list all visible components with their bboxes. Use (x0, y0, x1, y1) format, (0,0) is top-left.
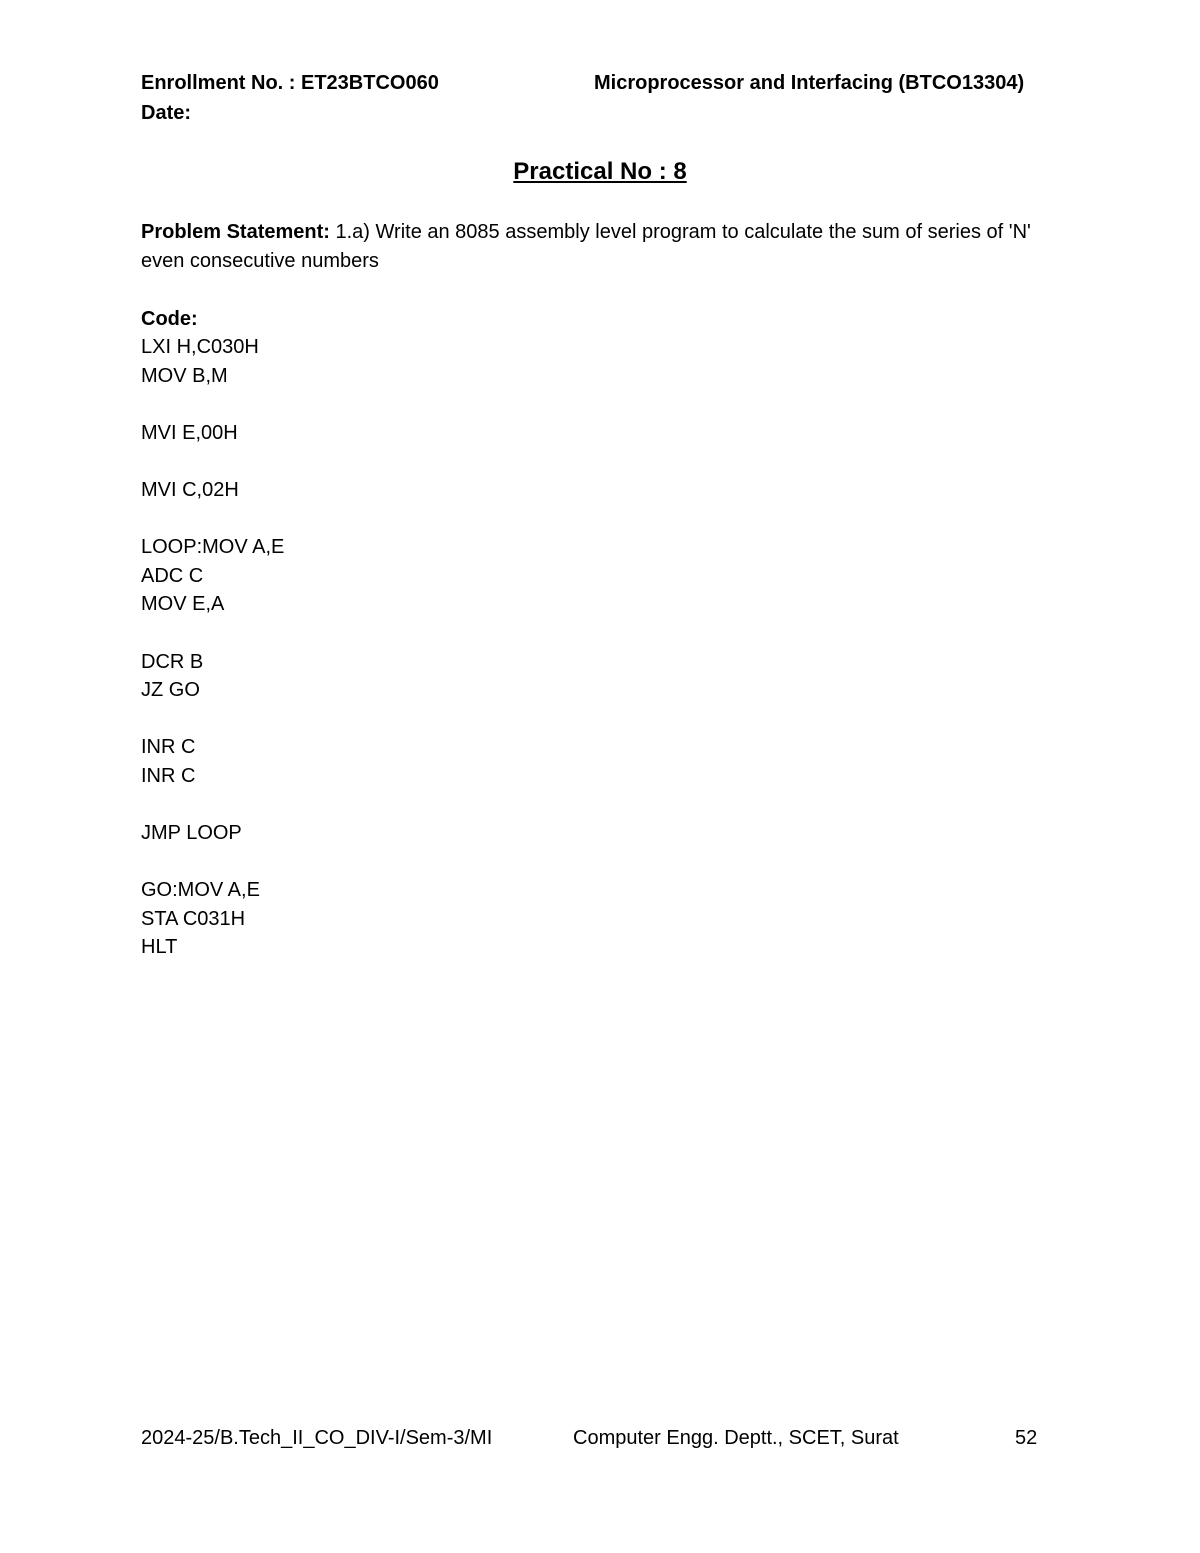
code-line: STA C031H (141, 907, 246, 930)
code-line (141, 447, 284, 476)
code-line (141, 619, 284, 648)
practical-title: Practical No : 8 (513, 158, 687, 185)
code-line: MOV B,M (141, 364, 228, 387)
code-line: JZ GO (141, 679, 200, 702)
page-number: 52 (1015, 1427, 1038, 1449)
footer-department: Computer Engg. Deptt., SCET, Surat (573, 1427, 899, 1449)
code-line: LOOP:MOV A,E (141, 536, 285, 559)
code-line (141, 705, 284, 734)
problem-statement-text: 1.a) Write an 8085 assembly level program to calculate the sum of series of 'N' even consecutive numbers (141, 221, 1031, 272)
enrollment-number: Enrollment No. : ET23BTCO060 (141, 72, 439, 94)
code-line (141, 505, 284, 534)
date-label: Date: (141, 102, 192, 124)
code-line: LXI H,C030H (141, 336, 259, 358)
course-title: Microprocessor and Interfacing (BTCO13304) (594, 72, 1025, 94)
code-listing (141, 333, 284, 962)
code-line: INR C (141, 764, 196, 787)
code-line (141, 791, 284, 820)
code-line: ADC C (141, 564, 204, 587)
code-line: MOV E,A (141, 593, 225, 616)
code-line: HLT (141, 936, 178, 959)
code-line (141, 848, 284, 877)
footer-course-info: 2024-25/B.Tech_II_CO_DIV-I/Sem-3/MI (141, 1427, 493, 1449)
code-line: JMP LOOP (141, 822, 242, 845)
code-line: GO:MOV A,E (141, 879, 260, 902)
code-line: MVI E,00H (141, 421, 238, 444)
code-line: MVI C,02H (141, 478, 239, 501)
code-line (141, 390, 284, 419)
problem-statement (141, 218, 1061, 275)
code-line: DCR B (141, 650, 204, 673)
code-label: Code: (141, 308, 198, 330)
code-line: INR C (141, 736, 196, 759)
problem-statement-label: Problem Statement: (141, 221, 330, 243)
